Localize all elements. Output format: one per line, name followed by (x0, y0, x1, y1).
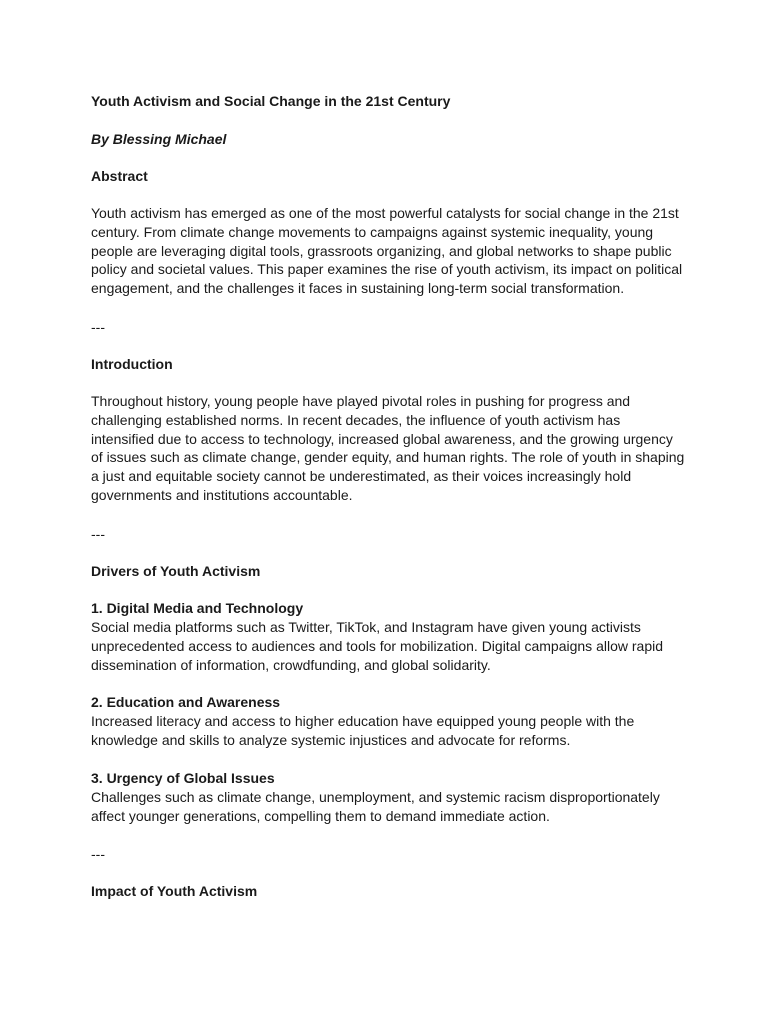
introduction-paragraph (91, 392, 691, 505)
driver-paragraph-urgency (91, 788, 691, 826)
introduction-line: of issues such as climate change, gender equity, and human rights. The role of youth in shaping (91, 449, 685, 466)
section-separator: --- (91, 319, 105, 335)
drivers-heading: Drivers of Youth Activism (91, 563, 261, 579)
impact-heading: Impact of Youth Activism (91, 883, 258, 899)
driver-heading-urgency: 3. Urgency of Global Issues (91, 770, 275, 786)
section-separator: --- (91, 526, 105, 542)
driver-paragraph-education (91, 712, 691, 750)
introduction-line: challenging established norms. In recent decades, the influence of youth activism has (91, 411, 621, 428)
section-separator: --- (91, 846, 105, 862)
driver-line: Challenges such as climate change, unemployment, and systemic racism disproportionately (91, 789, 660, 805)
driver-paragraph-digital-media (91, 618, 691, 674)
introduction-line: governments and institutions accountable. (91, 486, 353, 503)
abstract-line: people are leveraging digital tools, grassroots organizing, and global networks to shape public (91, 242, 672, 259)
driver-line: dissemination of information, crowdfunding, and global solidarity. (91, 656, 491, 673)
driver-line: affect younger generations, compelling them to demand immediate action. (91, 807, 550, 824)
abstract-line: Youth activism has emerged as one of the most powerful catalysts for social change in the 21st (91, 205, 679, 221)
byline: By Blessing Michael (91, 131, 227, 147)
driver-line: knowledge and skills to analyze systemic injustices and advocate for reforms. (91, 731, 571, 748)
driver-line: unprecedented access to audiences and tools for mobilization. Digital campaigns allow rapid (91, 637, 663, 654)
driver-heading-digital-media: 1. Digital Media and Technology (91, 600, 304, 616)
introduction-line: intensified due to access to technology, increased global awareness, and the growing urgency (91, 430, 673, 447)
abstract-line: century. From climate change movements to campaigns against systemic inequality, young (91, 223, 654, 240)
abstract-line: policy and societal values. This paper examines the rise of youth activism, its impact on political (91, 261, 683, 278)
abstract-heading: Abstract (91, 168, 148, 184)
introduction-heading: Introduction (91, 356, 173, 372)
driver-heading-education: 2. Education and Awareness (91, 694, 281, 710)
driver-line: Increased literacy and access to higher education have equipped young people with the (91, 713, 635, 729)
abstract-paragraph (91, 204, 691, 298)
driver-line: Social media platforms such as Twitter, TikTok, and Instagram have given young activists (91, 619, 641, 635)
introduction-line: a just and equitable society cannot be underestimated, as their voices increasingly hold (91, 468, 632, 485)
document-title: Youth Activism and Social Change in the 21st Century (91, 93, 451, 109)
abstract-line: engagement, and the challenges it faces in sustaining long-term social transformation. (91, 280, 625, 297)
introduction-line: Throughout history, young people have played pivotal roles in pushing for progress and (91, 393, 631, 409)
